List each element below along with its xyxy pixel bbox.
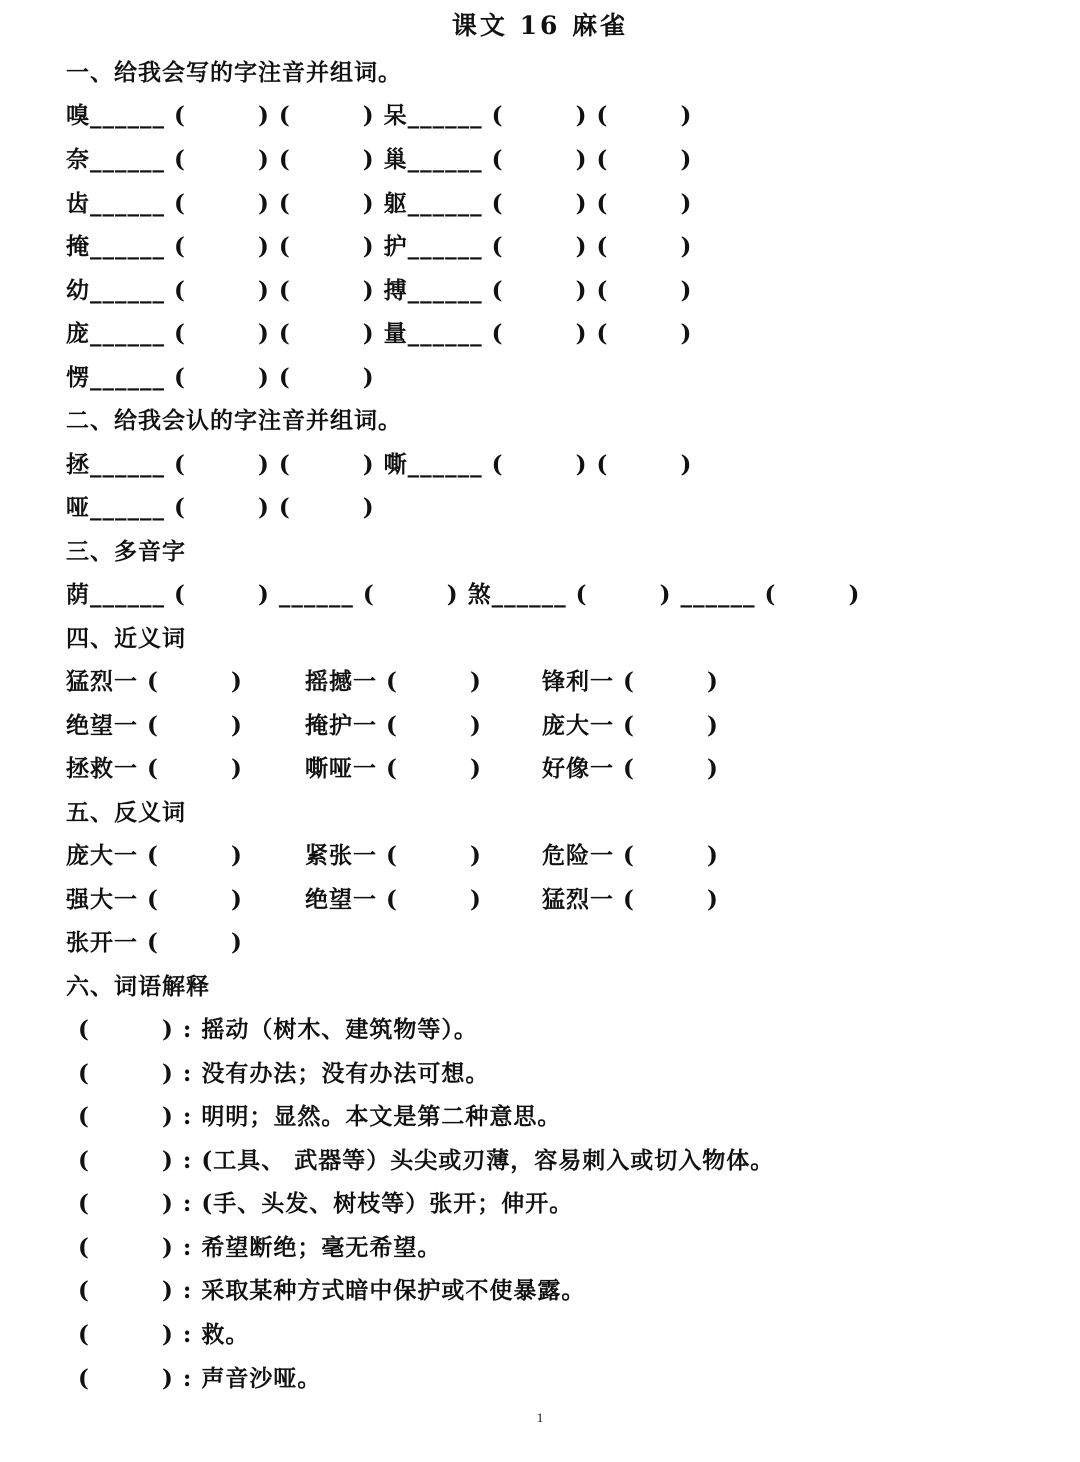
s2-row: 拯______ ( ) ( ) 嘶______ ( ) ( )	[66, 451, 693, 478]
definition-row: ( ) : 摇动（树木、建筑物等）。	[78, 1016, 478, 1043]
synonym-item: 嘶哑一 ( )	[305, 755, 482, 782]
s1-row: 奈______ ( ) ( ) 巢______ ( ) ( )	[66, 146, 693, 173]
page-number: 1	[536, 1410, 544, 1425]
synonym-item: 锋利一 ( )	[542, 668, 719, 695]
antonym-item: 紧张一 ( )	[305, 842, 482, 869]
synonym-item: 庞大一 ( )	[542, 712, 719, 739]
definition-row: ( ) : 声音沙哑。	[78, 1365, 322, 1392]
definition-row: ( ) : 希望断绝；毫无希望。	[78, 1234, 442, 1261]
definition-row: ( ) : 救。	[78, 1321, 250, 1348]
synonym-item: 摇撼一 ( )	[305, 668, 482, 695]
synonym-item: 好像一 ( )	[542, 755, 719, 782]
section-4-heading: 四、近义词	[66, 625, 186, 652]
synonym-item: 拯救一 ( )	[66, 755, 243, 782]
synonym-item: 猛烈一 ( )	[66, 668, 243, 695]
s1-row: 掩______ ( ) ( ) 护______ ( ) ( )	[66, 233, 693, 260]
definition-row: ( ) : (手、头发、树枝等）张开；伸开。	[78, 1190, 574, 1217]
antonym-item: 张开一 ( )	[66, 929, 243, 956]
s1-row: 嗅______ ( ) ( ) 呆______ ( ) ( )	[66, 102, 693, 129]
antonym-item: 庞大一 ( )	[66, 842, 243, 869]
s3-row: 荫______ ( ) ______ ( ) 煞______ ( ) ______ ( )	[66, 581, 861, 608]
definition-row: ( ) : 明明；显然。本文是第二种意思。	[78, 1103, 562, 1130]
definition-row: ( ) : 采取某种方式暗中保护或不使暴露。	[78, 1277, 586, 1304]
antonym-item: 绝望一 ( )	[305, 886, 482, 913]
definition-row: ( ) : 没有办法；没有办法可想。	[78, 1060, 490, 1087]
s1-row: 幼______ ( ) ( ) 搏______ ( ) ( )	[66, 277, 693, 304]
antonym-item: 强大一 ( )	[66, 886, 243, 913]
section-2-heading: 二、给我会认的字注音并组词。	[66, 407, 402, 434]
section-3-heading: 三、多音字	[66, 538, 186, 565]
section-1-heading: 一、给我会写的字注音并组词。	[66, 59, 402, 86]
synonym-item: 绝望一 ( )	[66, 712, 243, 739]
section-5-heading: 五、反义词	[66, 799, 186, 826]
s1-row: 庞______ ( ) ( ) 量______ ( ) ( )	[66, 320, 693, 347]
definition-row: ( ) : (工具、 武器等）头尖或刃薄，容易刺入或切入物体。	[78, 1147, 775, 1174]
s1-row: 齿______ ( ) ( ) 躯______ ( ) ( )	[66, 190, 693, 217]
page-title: 课文 16 麻雀	[451, 11, 629, 40]
synonym-item: 掩护一 ( )	[305, 712, 482, 739]
antonym-item: 危险一 ( )	[542, 842, 719, 869]
section-6-heading: 六、词语解释	[66, 973, 210, 1000]
s1-row: 愣______ ( ) ( )	[66, 364, 375, 391]
s2-row: 哑______ ( ) ( )	[66, 494, 375, 521]
antonym-item: 猛烈一 ( )	[542, 886, 719, 913]
